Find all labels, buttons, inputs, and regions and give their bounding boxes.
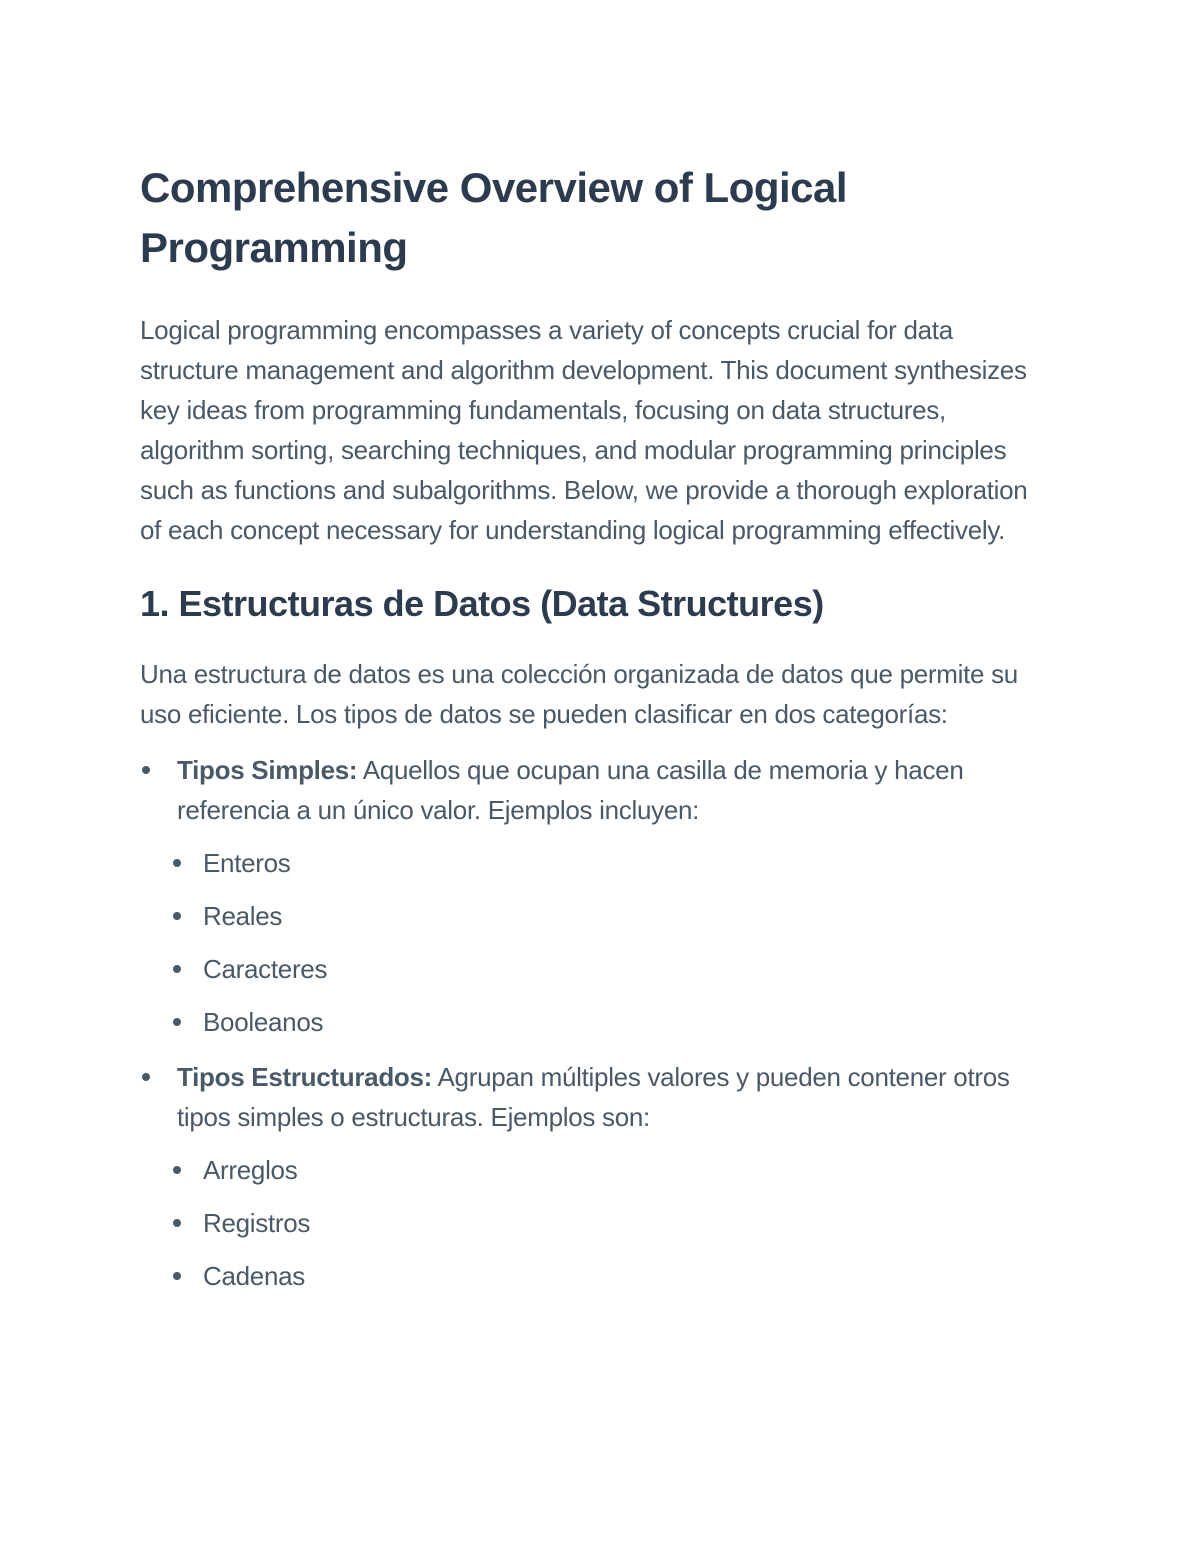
list-item-text: Caracteres — [203, 954, 328, 984]
list-item-text: Booleanos — [203, 1007, 324, 1037]
simple-types-sublist — [173, 843, 1052, 1042]
list-item — [173, 843, 1052, 883]
list-item — [173, 949, 1052, 989]
list-item-term: Tipos Estructurados: — [177, 1062, 433, 1092]
list-item — [173, 1256, 1052, 1296]
list-item-text: Registros — [203, 1208, 311, 1238]
document-content — [140, 158, 1052, 1296]
section-paragraph: Una estructura de datos es una colección organizada de datos que permite su uso eficiente. Los tipos de datos se pueden clasificar en dos categorías: — [140, 659, 1018, 729]
bullet-icon — [173, 965, 181, 973]
bullet-icon — [173, 1018, 181, 1026]
list-item — [173, 1203, 1052, 1243]
data-types-list — [140, 750, 1052, 1296]
list-item — [173, 896, 1052, 936]
structured-types-sublist — [173, 1150, 1052, 1296]
bullet-icon — [173, 1219, 181, 1227]
bullet-icon — [142, 766, 150, 774]
list-item-text: Arreglos — [203, 1155, 298, 1185]
list-item-text: Reales — [203, 901, 283, 931]
bullet-icon — [173, 1272, 181, 1280]
list-item-text: Agrupan múltiples valores y pueden contener otros tipos simples o estructuras. Ejemplos son: — [177, 1062, 1010, 1132]
list-item-tipos-simples — [140, 750, 1052, 1042]
list-item-tipos-estructurados — [140, 1057, 1052, 1296]
bullet-icon — [173, 859, 181, 867]
list-item — [173, 1150, 1052, 1190]
section-heading: 1. Estructuras de Datos (Data Structures) — [140, 583, 824, 624]
list-item-text: Cadenas — [203, 1261, 305, 1291]
bullet-icon — [173, 1166, 181, 1174]
list-item — [173, 1002, 1052, 1042]
list-item-text: Enteros — [203, 848, 291, 878]
list-item-text: Aquellos que ocupan una casilla de memoria y hacen referencia a un único valor. Ejemplos incluyen: — [177, 755, 964, 825]
bullet-icon — [142, 1073, 150, 1081]
intro-paragraph: Logical programming encompasses a variety of concepts crucial for data structure management and algorithm development. This document synthesizes key ideas from programming fundamentals, focusing on data structures, algorithm sorting, searching techniques, and modular programming principles such as functions and subalgorithms. Below, we provide a thorough exploration of each concept necessary for understanding logical programming effectively. — [140, 315, 1028, 545]
bullet-icon — [173, 912, 181, 920]
list-item-term: Tipos Simples: — [177, 755, 358, 785]
page-title: Comprehensive Overview of Logical Programming — [140, 164, 848, 271]
